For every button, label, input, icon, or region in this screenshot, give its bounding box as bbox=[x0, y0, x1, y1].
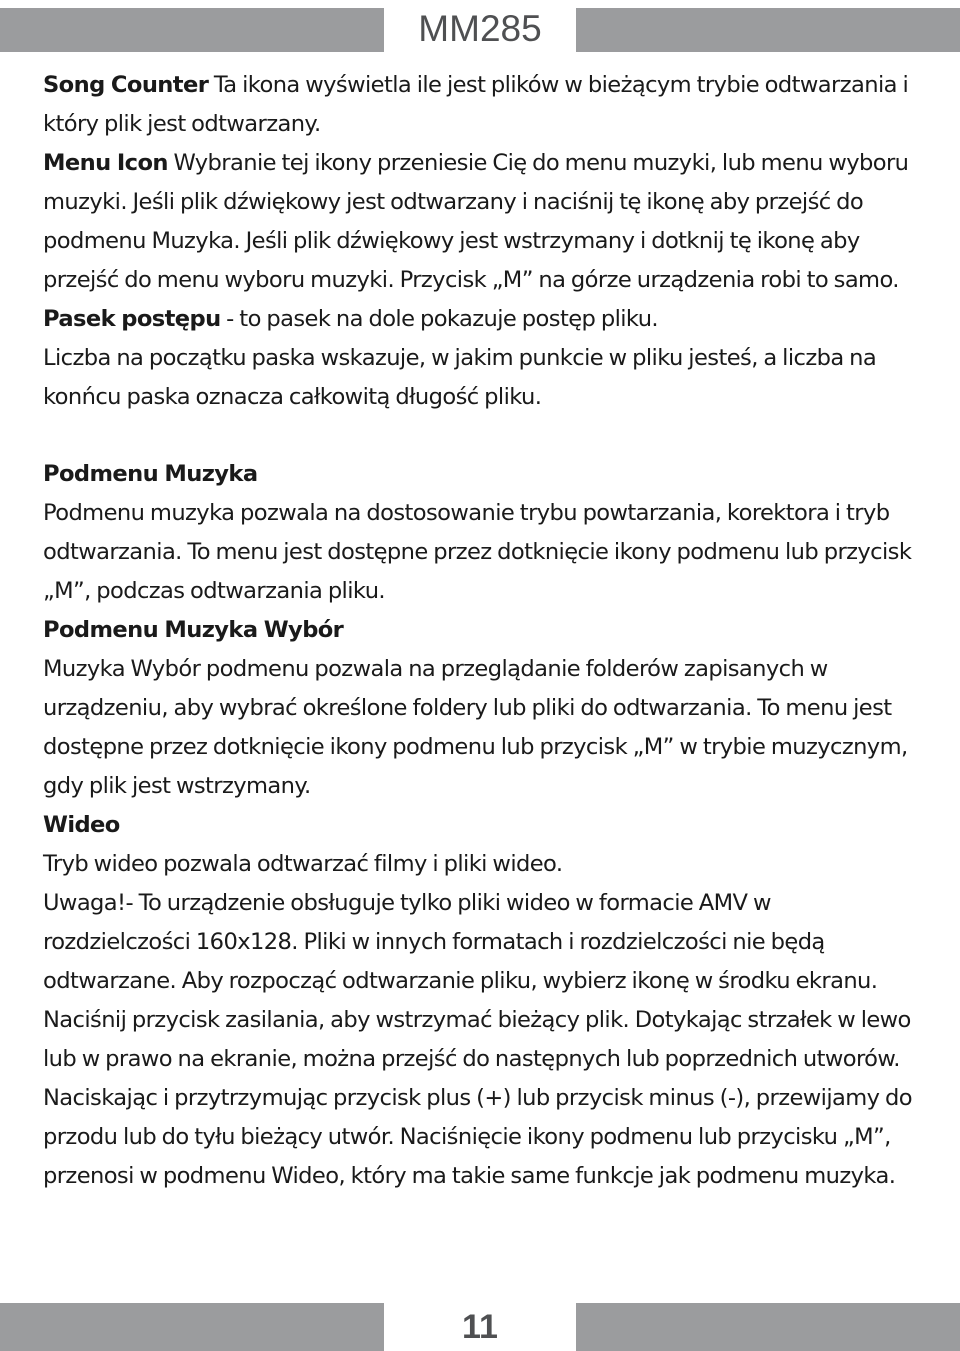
menu-icon-text: Wybranie tej ikony przeniesie Cię do menu muzyki, lub menu wyboru muzyki. Jeśli plik dźwiękowy jest odtwarzany i naciśnij tę ikonę aby przejść do podmenu Muzyka. Jeśli plik dźwiękowy jest wstrzymany i dotknij tę ikonę aby przejść do menu wyboru muzyki. Przycisk „M” na górze urządzenia robi to samo. bbox=[43, 150, 909, 293]
music-select-heading: Podmenu Muzyka Wybór bbox=[43, 617, 344, 643]
page-number: 11 bbox=[384, 1298, 576, 1351]
video-text-1: Tryb wideo pozwala odtwarzać filmy i pliki wideo. bbox=[43, 851, 563, 877]
music-submenu-text: Podmenu muzyka pozwala na dostosowanie trybu powtarzania, korektora i tryb odtwarzania. To menu jest dostępne przez dotknięcie ikony podmenu lub przycisk „M”, podczas odtwarzania pliku. bbox=[43, 500, 912, 604]
page-content bbox=[43, 66, 923, 1196]
menu-icon-paragraph bbox=[43, 144, 923, 300]
video-heading: Wideo bbox=[43, 812, 120, 838]
music-select-text: Muzyka Wybór podmenu pozwala na przeglądanie folderów zapisanych w urządzeniu, aby wybrać określone foldery lub pliki do odtwarzania. To menu jest dostępne przez dotknięcie ikony podmenu lub przycisk „M” w trybie muzycznym, gdy plik jest wstrzymany. bbox=[43, 656, 908, 799]
progress-bar-paragraph bbox=[43, 300, 923, 339]
model-title: MM285 bbox=[384, 0, 576, 58]
song-counter-label: Song Counter bbox=[43, 72, 209, 98]
menu-icon-label: Menu Icon bbox=[43, 150, 168, 176]
song-counter-paragraph bbox=[43, 66, 923, 144]
music-submenu-heading: Podmenu Muzyka bbox=[43, 461, 258, 487]
progress-bar-label: Pasek postępu bbox=[43, 306, 221, 332]
song-counter-text: Ta ikona wyświetla ile jest plików w bieżącym trybie odtwarzania i który plik jest odtwarzany. bbox=[43, 72, 909, 137]
progress-bar-paragraph-2: Liczba na początku paska wskazuje, w jakim punkcie w pliku jesteś, a liczba na konńcu paska oznacza całkowitą długość pliku. bbox=[43, 345, 877, 410]
video-text-2: Uwaga!- To urządzenie obsługuje tylko pliki wideo w formacie AMV w rozdzielczości 160x128. Pliki w innych formatach i rozdzielczości nie będą odtwarzane. Aby rozpocząć odtwarzanie pliku, wybierz ikonę w środku ekranu. Naciśnij przycisk zasilania, aby wstrzymać bieżący plik. Dotykając strzałek w lewo lub w prawo na ekranie, można przejść do następnych lub poprzednich utworów. Naciskając i przytrzymując przycisk plus (+) lub przycisk minus (-), przewijamy do przodu lub do tyłu bieżący utwór. Naciśnięcie ikony podmenu lub przycisku „M”, przenosi w podmenu Wideo, który ma takie same funkcje jak podmenu muzyka. bbox=[43, 890, 913, 1189]
progress-bar-text: - to pasek na dole pokazuje postęp pliku. bbox=[220, 306, 659, 332]
